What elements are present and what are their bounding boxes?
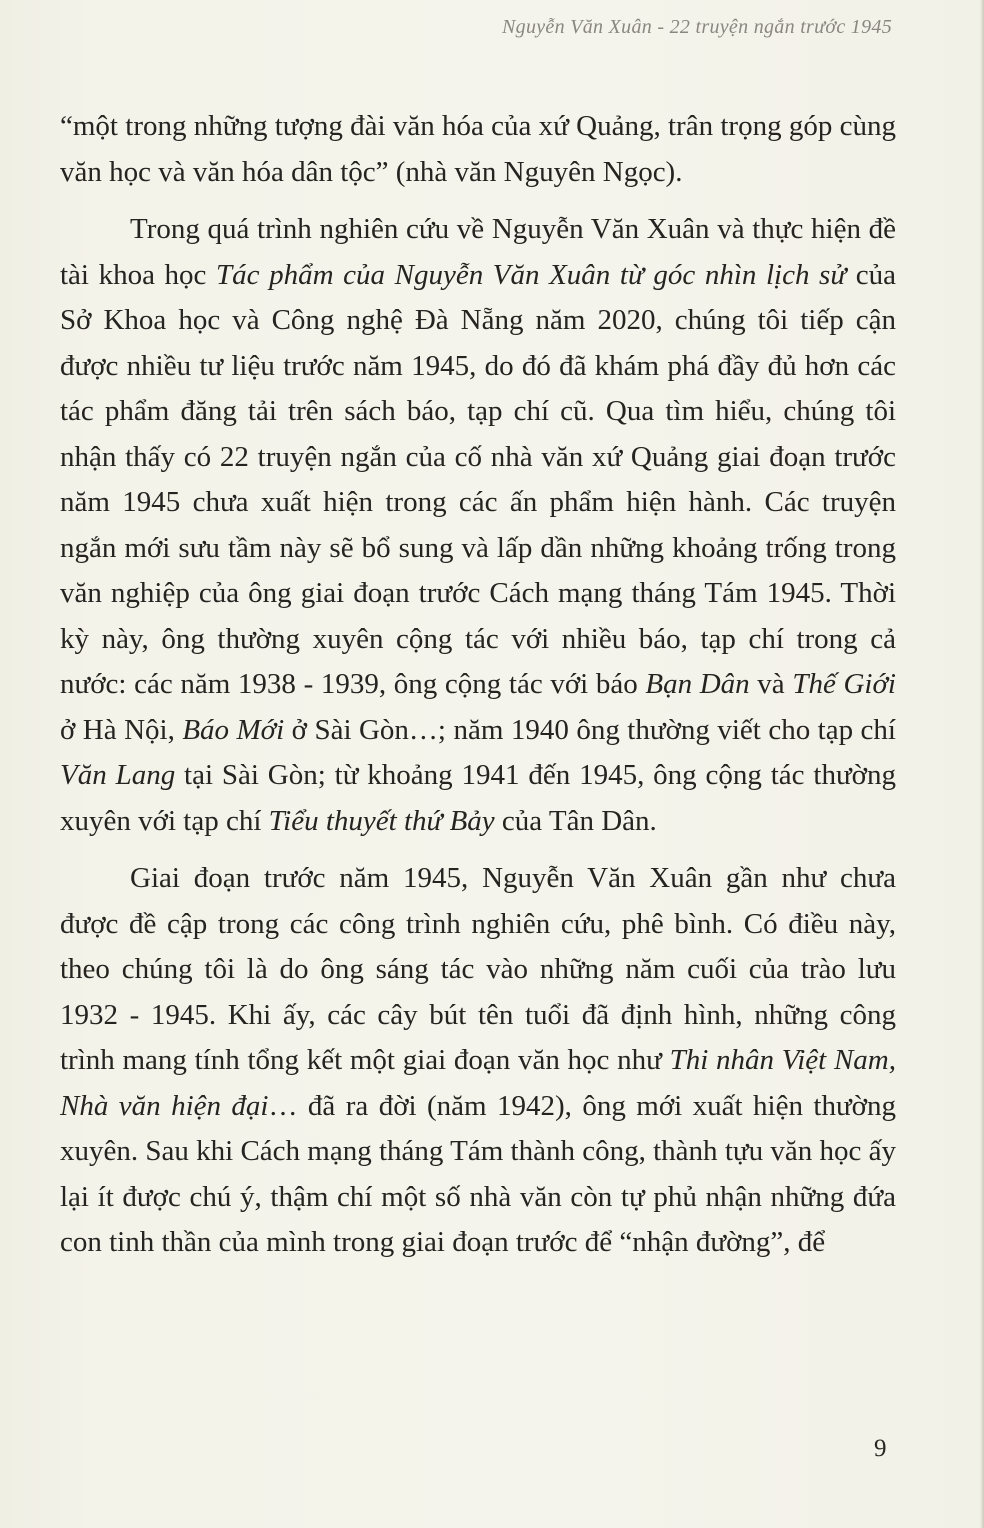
text-run: của Sở Khoa học và Công nghệ Đà Nẵng năm 2020, chúng tôi tiếp cận được nhiều tư liệu trước năm 1945, do đó đã khám phá đầy đủ hơn các tác phẩm đăng tải trên sách báo, tạp chí cũ. Qua tìm hiểu, chúng tôi nhận thấy có 22 truyện ngắn của cố nhà văn xứ Quảng giai đoạn trước năm 1945 chưa xuất hiện trong các ấn phẩm hiện hành. Các truyện ngắn mới sưu tầm này sẽ bổ sung và lấp dần những khoảng trống trong văn nghiệp của ông giai đoạn trước Cách mạng tháng Tám 1945. Thời kỳ này, ông thường xuyên cộng tác với nhiều báo, tạp chí trong cả nước: các năm 1938 - 1939, ông cộng tác với báo (60, 258, 896, 700)
italic-magazine-name: Tiểu thuyết thứ Bảy (268, 804, 495, 837)
italic-newspaper-name: Bạn Dân (645, 668, 750, 700)
italic-work-title: Tác phẩm của Nguyễn Văn Xuân từ góc nhìn lịch sử (216, 258, 847, 291)
page-number: 9 (874, 1435, 887, 1462)
page-edge-shadow (980, 0, 984, 1528)
text-run: ở Sài Gòn…; năm 1940 ông thường viết cho tạp chí (284, 713, 896, 746)
running-header: Nguyễn Văn Xuân - 22 truyện ngắn trước 1945 (502, 16, 892, 38)
italic-newspaper-name: Thế Giới (792, 668, 896, 700)
italic-book-titles: Thi nhân Việt Nam, Nhà văn hiện đại (60, 1044, 896, 1122)
text-run: … đã ra đời (năm 1942), ông mới xuất hiện thường xuyên. Sau khi Cách mạng tháng Tám thành công, thành tựu văn học ấy lại ít được chú ý, thậm chí một số nhà văn còn tự phủ nhận những đứa con tinh thần của mình trong giai đoạn trước để “nhận đường”, để (60, 1089, 896, 1258)
text-run: Giai đoạn trước năm 1945, Nguyễn Văn Xuân gần như chưa được đề cập trong các công trình nghiên cứu, phê bình. Có điều này, theo chúng tôi là do ông sáng tác vào những năm cuối của trào lưu 1932 - 1945. Khi ấy, các cây bút tên tuổi đã định hình, những công trình mang tính tổng kết một giai đoạn văn học như (60, 862, 896, 1076)
italic-magazine-name: Văn Lang (60, 759, 176, 791)
text-run: tại Sài Gòn; từ khoảng 1941 đến 1945, ông cộng tác thường xuyên với tạp chí (60, 759, 897, 837)
body-text (60, 104, 896, 1266)
italic-newspaper-name: Báo Mới (182, 713, 285, 746)
text-run: ở Hà Nội, (60, 713, 183, 746)
paragraph-continuation (60, 104, 896, 195)
paragraph-research (60, 207, 896, 844)
paragraph-pre-1945 (60, 856, 896, 1266)
text-run: và (749, 668, 793, 700)
text-run: Trong quá trình nghiên cứu về Nguyễn Văn Xuân và thực hiện đề tài khoa học (60, 213, 896, 291)
text-run: của Tân Dân. (494, 804, 657, 837)
text-run: “một trong những tượng đài văn hóa của xứ Quảng, trân trọng góp cùng văn học và văn hóa dân tộc” (nhà văn Nguyên Ngọc). (60, 110, 896, 188)
